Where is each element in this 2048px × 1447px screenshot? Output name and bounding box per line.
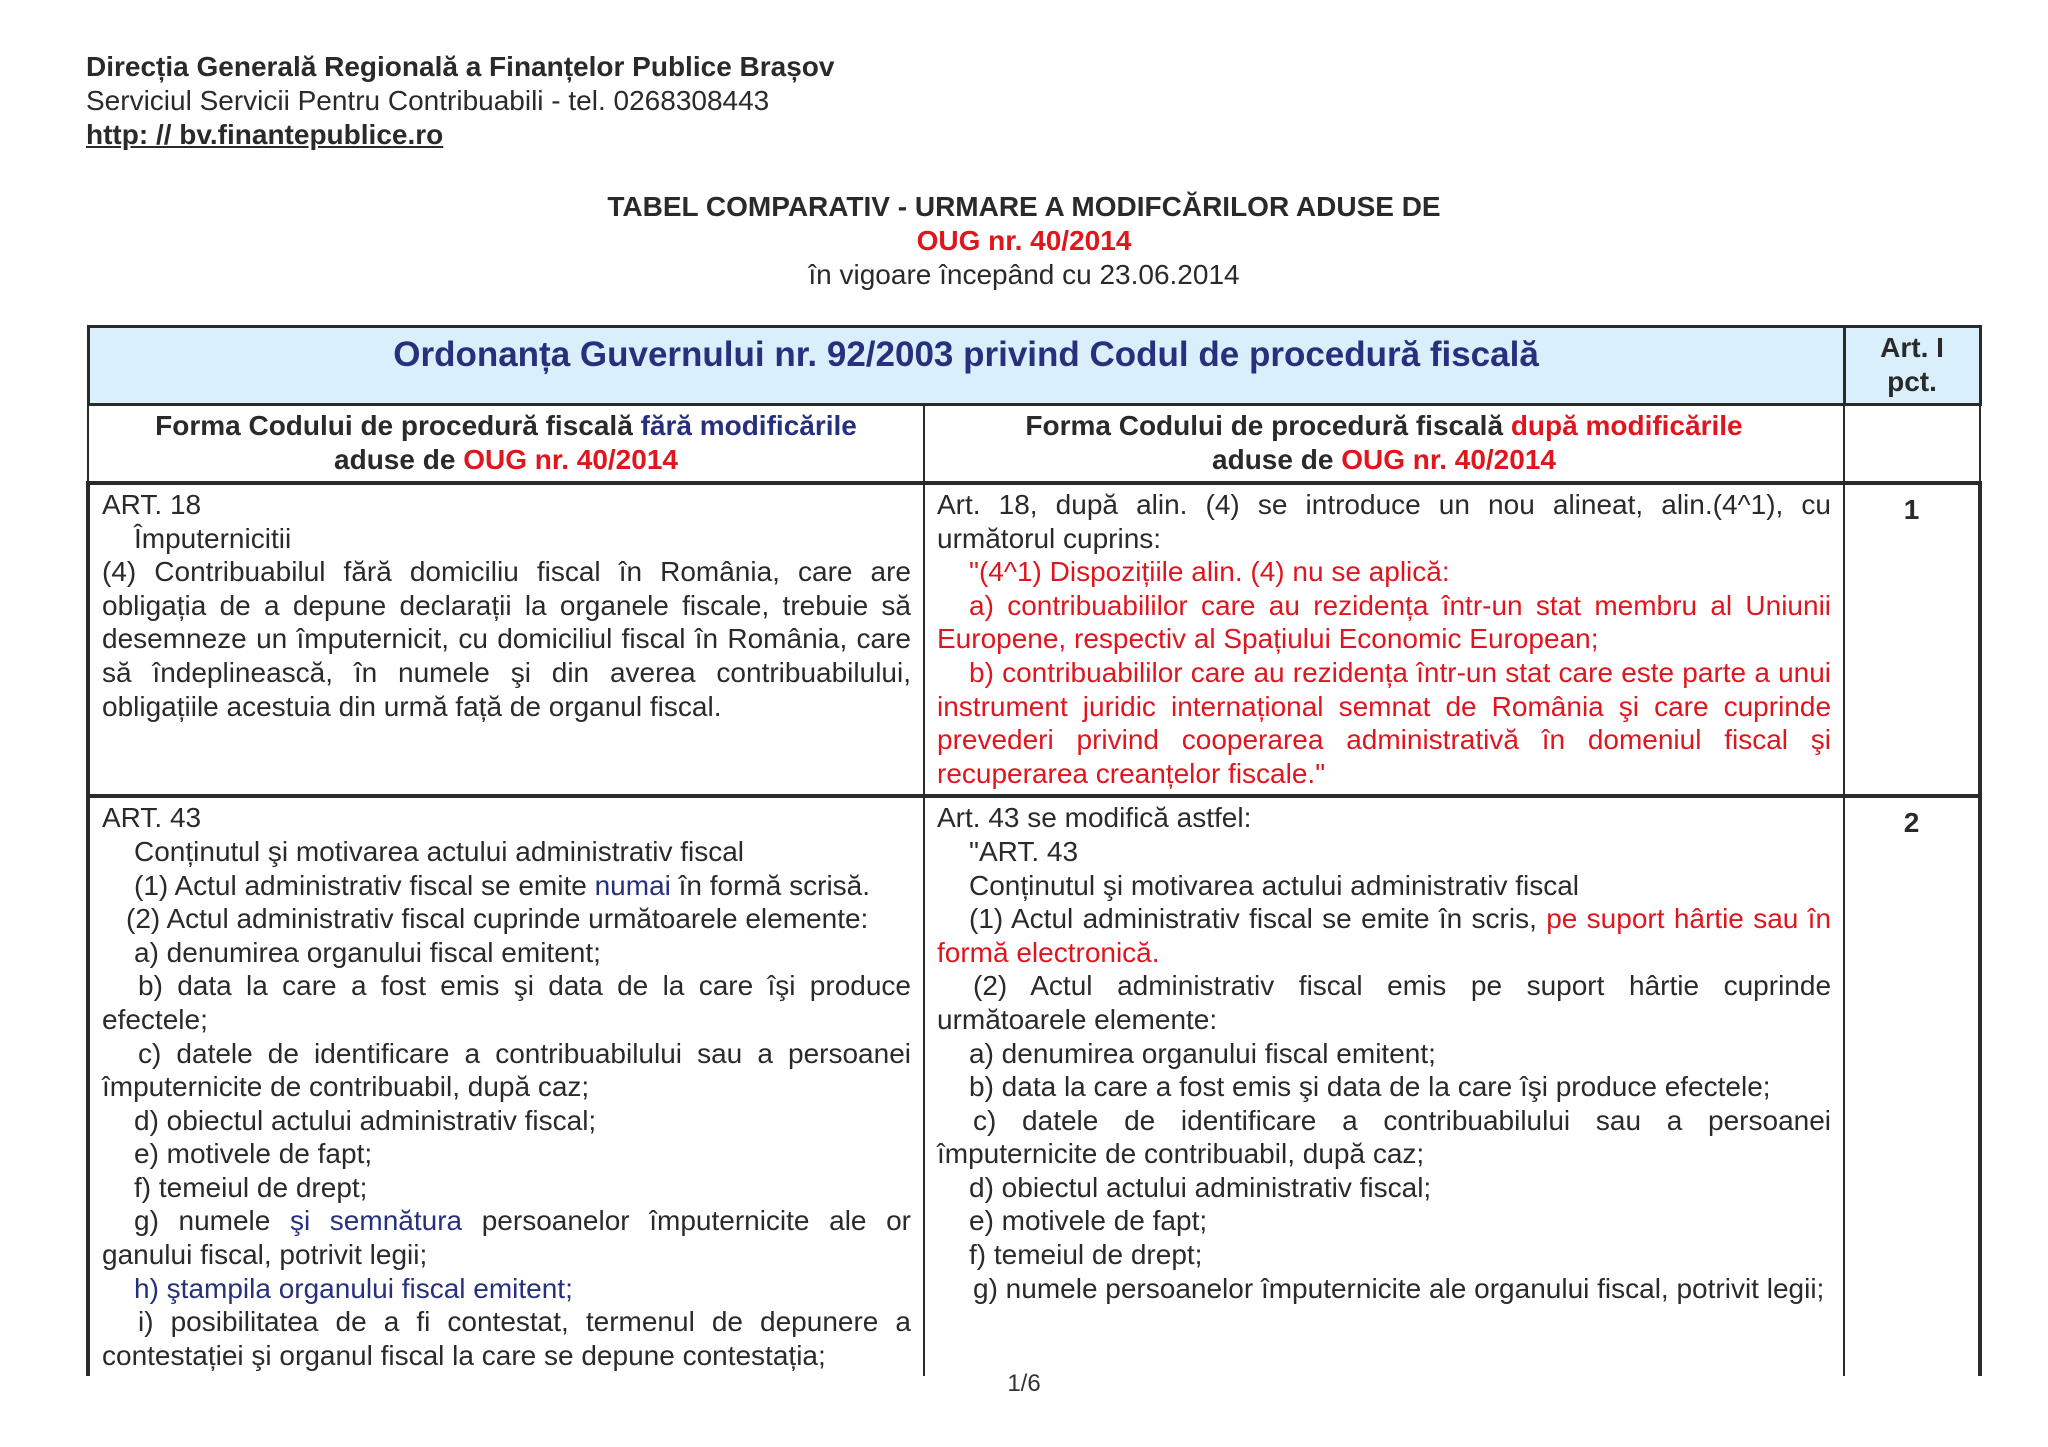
service-line: Serviciul Servicii Pentru Contribuabili - tel. 0268308443	[86, 85, 770, 116]
col-right-text2: aduse de	[1212, 443, 1342, 475]
list-item: c) datele de identificare a contribuabilului sau a persoanei împuternicite de contribuabil, după caz;	[102, 1037, 911, 1103]
art-label: "ART. 43	[969, 835, 1079, 867]
list-item	[102, 1204, 911, 1271]
art-heading: Împuternicitii	[134, 522, 292, 554]
row1-after-cell	[924, 483, 1844, 796]
text: în formă scrisă.	[670, 869, 871, 901]
column-header-before	[88, 405, 924, 484]
list-item: a) denumirea organului fiscal emitent;	[969, 1037, 1436, 1069]
row2-after-cell	[924, 796, 1844, 1376]
text: g) numele	[134, 1205, 290, 1237]
list-item: f) temeiul de drept;	[134, 1171, 368, 1203]
text-highlight: numai	[594, 869, 671, 901]
paragraph: b) contribuabililor care au rezidența într-un stat care este parte a unui instrument juridic internațional semnat de România şi care cuprinde prevederi privind cooperarea administrativă în domeniul fiscal şi recuperarea creanțelor fiscale."	[937, 656, 1832, 789]
col-right-text: Forma Codului de procedură fiscală	[1025, 410, 1511, 441]
column-header-row	[88, 405, 1980, 484]
paragraph: (2) Actul administrativ fiscal cuprinde următoarele elemente:	[126, 903, 869, 935]
art-heading: Conținutul şi motivarea actului administrativ fiscal	[134, 835, 745, 867]
col-right-oug: OUG nr. 40/2014	[1341, 443, 1556, 475]
paragraph: (4) Contribuabilul fără domiciliu fiscal în România, care are obligația de a depune declarații la organele fiscale, trebuie să desemneze un împuternicit, cu domiciliul fiscal în România, care să îndeplinească, în numele şi din averea contribuabilului, obligațiile acestuia din urmă față de organul fiscal.	[102, 556, 911, 722]
list-item: i) posibilitatea de a fi contestat, termenul de depunere a contestației şi organul fiscal la care se depune contestația;	[102, 1306, 911, 1371]
column-header-empty	[1844, 405, 1980, 484]
list-item: b) data la care a fost emis şi data de la care îşi produce efectele;	[969, 1071, 1771, 1103]
paragraph: Art. 18, după alin. (4) se introduce un nou alineat, alin.(4^1), cu următorul cuprins:	[937, 489, 1832, 554]
table-title-row	[88, 327, 1980, 405]
col-left-highlight: fără modificările	[640, 410, 857, 441]
institution-name: Direcția Generală Regională a Finanțelor Publice Brașov	[86, 51, 835, 82]
row1-number: 1	[1844, 483, 1980, 796]
col-left-text2: aduse de	[334, 443, 464, 475]
list-item: a) denumirea organului fiscal emitent;	[134, 936, 601, 968]
page-number: 1/6	[1007, 1370, 1041, 1397]
paragraph	[102, 869, 911, 903]
art-label: ART. 18	[102, 489, 202, 520]
col-left-text: Forma Codului de procedură fiscală	[155, 410, 641, 441]
paragraph: Art. 43 se modifică astfel:	[937, 802, 1252, 834]
list-item: h) ştampila organului fiscal emitent;	[134, 1272, 573, 1304]
text-highlight: şi semnătura	[289, 1205, 463, 1237]
row2-number: 2	[1844, 796, 1980, 1376]
text: (1) Actul administrativ fiscal se emite în scris,	[969, 903, 1547, 935]
col-right-highlight: după modificările	[1510, 410, 1743, 441]
text: persoanelor împuternicite ale or ganului fiscal, potrivit legii;	[102, 1205, 912, 1271]
art-label: ART. 43	[102, 802, 202, 834]
website-link[interactable]: http: // bv.finantepublice.ro	[86, 119, 444, 150]
list-item: e) motivele de fapt;	[969, 1205, 1208, 1237]
col-left-oug: OUG nr. 40/2014	[463, 443, 678, 475]
list-item: d) obiectul actului administrativ fiscal;	[134, 1104, 597, 1136]
title-line-3: în vigoare începând cu 23.06.2014	[808, 259, 1240, 290]
paragraph	[937, 902, 1831, 969]
title-line-1: TABEL COMPARATIV - URMARE A MODIFCĂRILOR ADUSE DE	[607, 191, 1441, 222]
list-item: e) motivele de fapt;	[134, 1138, 373, 1170]
text: (1) Actul administrativ fiscal se emite	[134, 869, 595, 901]
column-header-after	[924, 405, 1844, 484]
row2-before-cell	[88, 796, 924, 1376]
text-highlight: pe suport hârtie sau în formă electronică.	[937, 903, 1832, 968]
document-title	[0, 190, 2048, 292]
row1-before-cell	[88, 483, 924, 796]
table-row	[88, 483, 1980, 796]
list-item: f) temeiul de drept;	[969, 1239, 1203, 1271]
table-main-header: Ordonanța Guvernului nr. 92/2003 privind Codul de procedură fiscală	[88, 327, 1844, 405]
title-line-2: OUG nr. 40/2014	[916, 225, 1132, 256]
art-heading: Conținutul şi motivarea actului administrativ fiscal	[969, 869, 1580, 901]
list-item: b) data la care a fost emis şi data de la care îşi produce efectele;	[102, 970, 911, 1035]
art-pct-header: Art. I pct.	[1844, 327, 1980, 405]
list-item: d) obiectul actului administrativ fiscal;	[969, 1171, 1432, 1203]
list-item: g) numele persoanelor împuternicite ale organului fiscal, potrivit legii;	[973, 1272, 1825, 1304]
paragraph: (2) Actul administrativ fiscal emis pe suport hârtie cuprinde următoarele elemente:	[937, 970, 1832, 1035]
table-row	[88, 796, 1980, 1376]
paragraph: "(4^1) Dispozițiile alin. (4) nu se aplică:	[969, 556, 1450, 588]
comparison-table	[86, 325, 1982, 1376]
document-header	[86, 50, 834, 152]
list-item: c) datele de identificare a contribuabilului sau a persoanei împuternicite de contribuabil, după caz;	[937, 1104, 1832, 1170]
paragraph: a) contribuabililor care au rezidența într-un stat membru al Uniunii Europene, respectiv al Spațiului Economic European;	[937, 589, 1832, 655]
